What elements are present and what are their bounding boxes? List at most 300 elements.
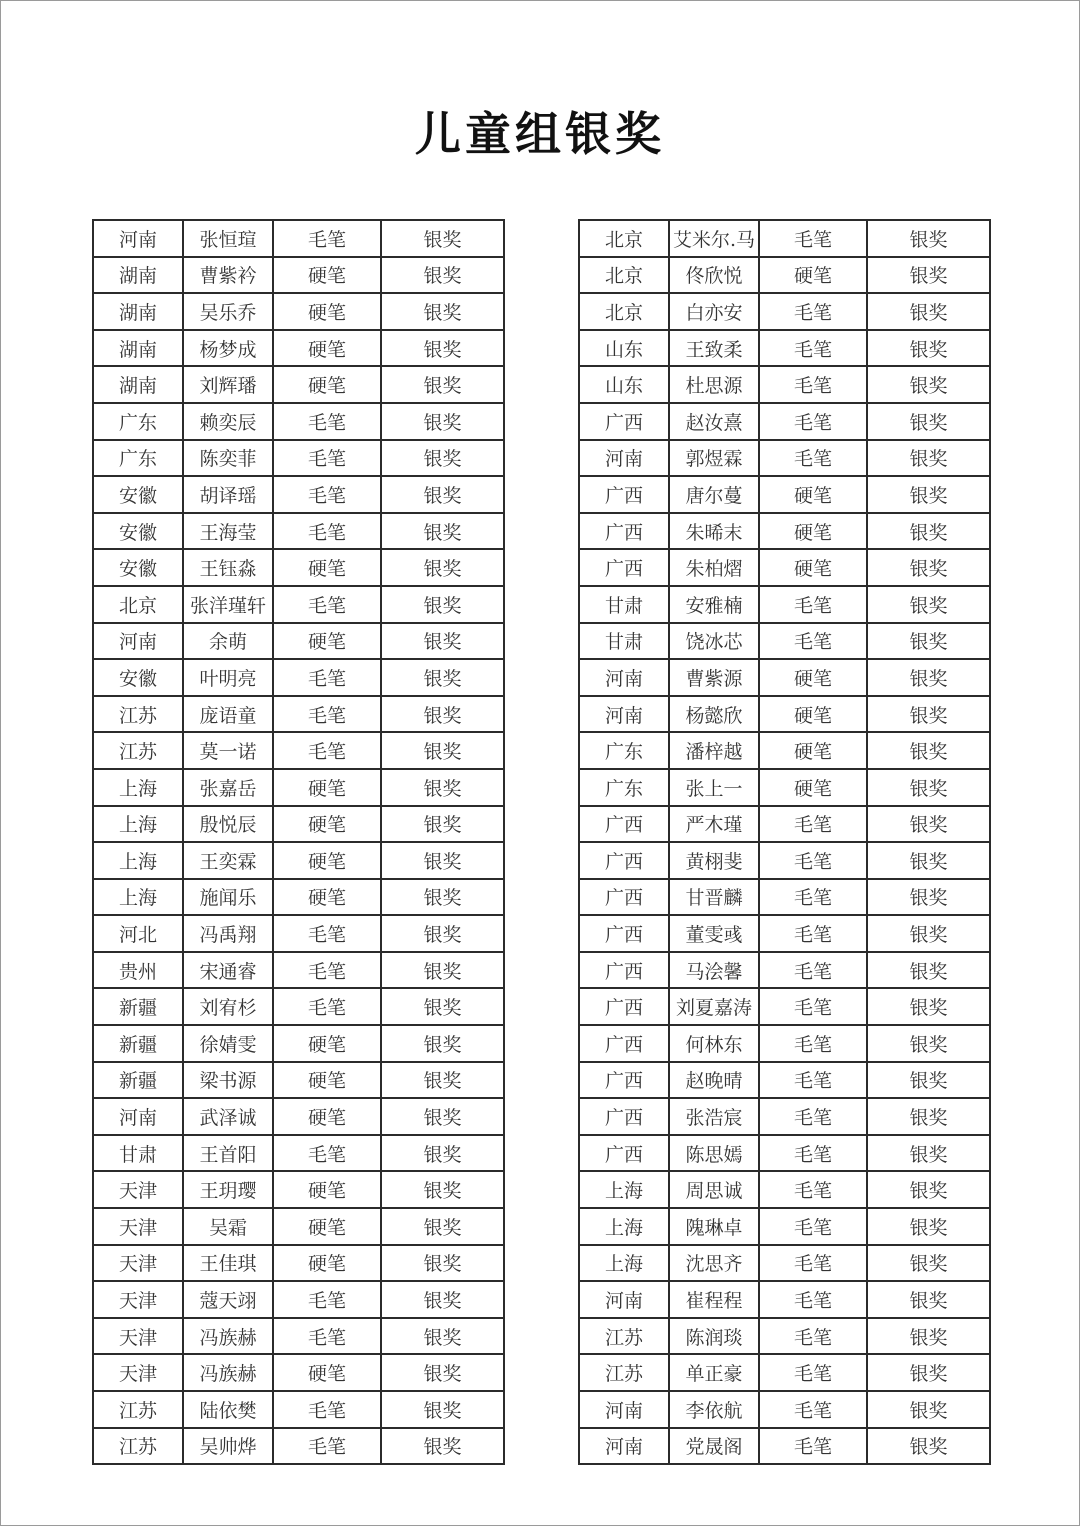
name-cell: 陈奕菲 <box>183 440 273 477</box>
table-row <box>579 257 990 294</box>
category-cell: 毛笔 <box>759 366 867 403</box>
award-cell: 银奖 <box>381 513 504 550</box>
table-row <box>93 220 504 257</box>
table-row <box>579 1281 990 1318</box>
name-cell: 饶冰芯 <box>669 623 759 660</box>
name-cell: 杜思源 <box>669 366 759 403</box>
table-row <box>579 220 990 257</box>
award-cell: 银奖 <box>381 1428 504 1465</box>
award-cell: 银奖 <box>381 1025 504 1062</box>
name-cell: 李依航 <box>669 1391 759 1428</box>
province-cell: 山东 <box>579 330 669 367</box>
table-row <box>93 1135 504 1172</box>
province-cell: 河南 <box>93 623 183 660</box>
name-cell: 余萌 <box>183 623 273 660</box>
name-cell: 潘梓越 <box>669 732 759 769</box>
table-row <box>93 1098 504 1135</box>
province-cell: 广西 <box>579 549 669 586</box>
category-cell: 毛笔 <box>759 330 867 367</box>
table-row <box>579 952 990 989</box>
table-row <box>93 769 504 806</box>
category-cell: 毛笔 <box>759 220 867 257</box>
name-cell: 吴帅烨 <box>183 1428 273 1465</box>
category-cell: 毛笔 <box>759 806 867 843</box>
name-cell: 宋通睿 <box>183 952 273 989</box>
name-cell: 党晟阁 <box>669 1428 759 1465</box>
table-row <box>93 806 504 843</box>
table-row <box>579 513 990 550</box>
category-cell: 硬笔 <box>273 1062 381 1099</box>
province-cell: 河南 <box>579 659 669 696</box>
name-cell: 董雯彧 <box>669 915 759 952</box>
name-cell: 陆依樊 <box>183 1391 273 1428</box>
award-cell: 银奖 <box>867 806 990 843</box>
province-cell: 上海 <box>579 1208 669 1245</box>
name-cell: 王奕霖 <box>183 842 273 879</box>
name-cell: 单正豪 <box>669 1354 759 1391</box>
name-cell: 梁书源 <box>183 1062 273 1099</box>
table-row <box>579 1135 990 1172</box>
category-cell: 毛笔 <box>273 1135 381 1172</box>
name-cell: 王首阳 <box>183 1135 273 1172</box>
table-row <box>93 1245 504 1282</box>
name-cell: 隗琳卓 <box>669 1208 759 1245</box>
table-row <box>93 915 504 952</box>
province-cell: 广西 <box>579 1098 669 1135</box>
province-cell: 上海 <box>579 1171 669 1208</box>
province-cell: 江苏 <box>579 1354 669 1391</box>
province-cell: 上海 <box>93 842 183 879</box>
table-row <box>579 1428 990 1465</box>
award-cell: 银奖 <box>381 842 504 879</box>
name-cell: 施闻乐 <box>183 879 273 916</box>
category-cell: 毛笔 <box>759 915 867 952</box>
category-cell: 硬笔 <box>759 257 867 294</box>
award-cell: 银奖 <box>867 1098 990 1135</box>
award-cell: 银奖 <box>381 1391 504 1428</box>
award-cell: 银奖 <box>867 293 990 330</box>
category-cell: 硬笔 <box>273 257 381 294</box>
province-cell: 广西 <box>579 476 669 513</box>
award-cell: 银奖 <box>867 1135 990 1172</box>
province-cell: 上海 <box>579 1245 669 1282</box>
category-cell: 硬笔 <box>273 1245 381 1282</box>
province-cell: 广西 <box>579 1025 669 1062</box>
name-cell: 莫一诺 <box>183 732 273 769</box>
award-cell: 银奖 <box>867 915 990 952</box>
award-cell: 银奖 <box>867 549 990 586</box>
award-table-left <box>92 219 505 1465</box>
name-cell: 黄栩斐 <box>669 842 759 879</box>
award-cell: 银奖 <box>867 659 990 696</box>
award-cell: 银奖 <box>381 476 504 513</box>
province-cell: 广东 <box>93 403 183 440</box>
table-row <box>93 476 504 513</box>
category-cell: 毛笔 <box>759 403 867 440</box>
province-cell: 广西 <box>579 915 669 952</box>
province-cell: 江苏 <box>579 1318 669 1355</box>
award-cell: 银奖 <box>867 330 990 367</box>
table-row <box>93 403 504 440</box>
table-row <box>579 915 990 952</box>
province-cell: 甘肃 <box>579 623 669 660</box>
award-cell: 银奖 <box>381 952 504 989</box>
category-cell: 毛笔 <box>273 476 381 513</box>
table-row <box>579 1354 990 1391</box>
province-cell: 河南 <box>93 220 183 257</box>
table-row <box>93 1208 504 1245</box>
award-cell: 银奖 <box>381 330 504 367</box>
award-cell: 银奖 <box>381 1318 504 1355</box>
award-cell: 银奖 <box>867 476 990 513</box>
category-cell: 硬笔 <box>759 696 867 733</box>
province-cell: 北京 <box>579 293 669 330</box>
table-row <box>93 1025 504 1062</box>
name-cell: 王玥璎 <box>183 1171 273 1208</box>
category-cell: 毛笔 <box>759 440 867 477</box>
name-cell: 胡译瑶 <box>183 476 273 513</box>
table-row <box>93 1318 504 1355</box>
table-row <box>579 293 990 330</box>
award-cell: 银奖 <box>867 842 990 879</box>
province-cell: 天津 <box>93 1245 183 1282</box>
award-cell: 银奖 <box>381 1208 504 1245</box>
name-cell: 冯族赫 <box>183 1354 273 1391</box>
table-row <box>93 659 504 696</box>
award-cell: 银奖 <box>867 1245 990 1282</box>
name-cell: 刘宥杉 <box>183 988 273 1025</box>
category-cell: 硬笔 <box>273 330 381 367</box>
table-row <box>579 1318 990 1355</box>
province-cell: 河南 <box>579 1428 669 1465</box>
category-cell: 硬笔 <box>273 1171 381 1208</box>
category-cell: 毛笔 <box>759 293 867 330</box>
award-cell: 银奖 <box>867 1171 990 1208</box>
category-cell: 硬笔 <box>759 513 867 550</box>
category-cell: 毛笔 <box>759 879 867 916</box>
table-row <box>93 1281 504 1318</box>
category-cell: 硬笔 <box>759 732 867 769</box>
province-cell: 安徽 <box>93 476 183 513</box>
name-cell: 曹紫衿 <box>183 257 273 294</box>
name-cell: 佟欣悦 <box>669 257 759 294</box>
province-cell: 江苏 <box>93 696 183 733</box>
category-cell: 毛笔 <box>759 1025 867 1062</box>
table-row <box>93 1171 504 1208</box>
table-row <box>579 1098 990 1135</box>
table-row <box>579 623 990 660</box>
name-cell: 何林东 <box>669 1025 759 1062</box>
province-cell: 天津 <box>93 1208 183 1245</box>
province-cell: 湖南 <box>93 366 183 403</box>
table-row <box>579 330 990 367</box>
name-cell: 杨懿欣 <box>669 696 759 733</box>
name-cell: 赵晚晴 <box>669 1062 759 1099</box>
table-row <box>579 366 990 403</box>
category-cell: 毛笔 <box>273 1428 381 1465</box>
category-cell: 硬笔 <box>273 1025 381 1062</box>
category-cell: 硬笔 <box>759 549 867 586</box>
province-cell: 上海 <box>93 879 183 916</box>
award-cell: 银奖 <box>381 403 504 440</box>
name-cell: 吴霜 <box>183 1208 273 1245</box>
province-cell: 河北 <box>93 915 183 952</box>
table-row <box>93 732 504 769</box>
name-cell: 殷悦辰 <box>183 806 273 843</box>
category-cell: 毛笔 <box>759 1171 867 1208</box>
award-cell: 银奖 <box>867 1025 990 1062</box>
award-cell: 银奖 <box>381 732 504 769</box>
category-cell: 毛笔 <box>759 623 867 660</box>
name-cell: 刘夏嘉涛 <box>669 988 759 1025</box>
table-row <box>579 476 990 513</box>
category-cell: 毛笔 <box>273 696 381 733</box>
name-cell: 周思诚 <box>669 1171 759 1208</box>
province-cell: 上海 <box>93 769 183 806</box>
province-cell: 山东 <box>579 366 669 403</box>
award-cell: 银奖 <box>381 366 504 403</box>
province-cell: 北京 <box>579 257 669 294</box>
award-cell: 银奖 <box>867 623 990 660</box>
name-cell: 陈润琰 <box>669 1318 759 1355</box>
name-cell: 叶明亮 <box>183 659 273 696</box>
award-cell: 银奖 <box>867 1281 990 1318</box>
award-cell: 银奖 <box>381 1281 504 1318</box>
category-cell: 毛笔 <box>759 1062 867 1099</box>
name-cell: 王钰淼 <box>183 549 273 586</box>
category-cell: 毛笔 <box>759 586 867 623</box>
award-cell: 银奖 <box>381 1135 504 1172</box>
award-cell: 银奖 <box>381 220 504 257</box>
name-cell: 朱晞末 <box>669 513 759 550</box>
award-cell: 银奖 <box>381 1245 504 1282</box>
award-cell: 银奖 <box>381 586 504 623</box>
province-cell: 河南 <box>579 440 669 477</box>
category-cell: 毛笔 <box>273 915 381 952</box>
table-row <box>579 586 990 623</box>
name-cell: 张嘉岳 <box>183 769 273 806</box>
province-cell: 广西 <box>579 403 669 440</box>
table-row <box>579 1171 990 1208</box>
category-cell: 毛笔 <box>273 440 381 477</box>
name-cell: 朱柏熠 <box>669 549 759 586</box>
province-cell: 广西 <box>579 1062 669 1099</box>
award-cell: 银奖 <box>381 988 504 1025</box>
name-cell: 冯族赫 <box>183 1318 273 1355</box>
province-cell: 安徽 <box>93 659 183 696</box>
table-row <box>579 659 990 696</box>
award-cell: 银奖 <box>867 586 990 623</box>
award-cell: 银奖 <box>867 1428 990 1465</box>
province-cell: 新疆 <box>93 988 183 1025</box>
name-cell: 严木瑾 <box>669 806 759 843</box>
category-cell: 毛笔 <box>759 1428 867 1465</box>
award-cell: 银奖 <box>381 806 504 843</box>
table-row <box>579 769 990 806</box>
name-cell: 赵汝熹 <box>669 403 759 440</box>
table-row <box>93 988 504 1025</box>
name-cell: 白亦安 <box>669 293 759 330</box>
province-cell: 天津 <box>93 1281 183 1318</box>
table-row <box>93 366 504 403</box>
award-cell: 银奖 <box>381 257 504 294</box>
table-row <box>93 879 504 916</box>
table-row <box>93 1062 504 1099</box>
name-cell: 马浍馨 <box>669 952 759 989</box>
table-row <box>93 1354 504 1391</box>
name-cell: 张上一 <box>669 769 759 806</box>
name-cell: 张恒瑄 <box>183 220 273 257</box>
name-cell: 艾米尔.马 <box>669 220 759 257</box>
category-cell: 毛笔 <box>273 1391 381 1428</box>
province-cell: 天津 <box>93 1171 183 1208</box>
province-cell: 江苏 <box>93 1391 183 1428</box>
table-row <box>93 513 504 550</box>
category-cell: 毛笔 <box>759 1391 867 1428</box>
province-cell: 广东 <box>579 732 669 769</box>
province-cell: 湖南 <box>93 293 183 330</box>
province-cell: 广西 <box>579 952 669 989</box>
name-cell: 崔程程 <box>669 1281 759 1318</box>
category-cell: 毛笔 <box>273 732 381 769</box>
award-cell: 银奖 <box>867 988 990 1025</box>
table-row <box>93 549 504 586</box>
table-row <box>93 842 504 879</box>
province-cell: 河南 <box>579 1281 669 1318</box>
table-row <box>579 1391 990 1428</box>
name-cell: 陈思嫣 <box>669 1135 759 1172</box>
province-cell: 甘肃 <box>579 586 669 623</box>
province-cell: 甘肃 <box>93 1135 183 1172</box>
name-cell: 安雅楠 <box>669 586 759 623</box>
award-cell: 银奖 <box>867 1354 990 1391</box>
province-cell: 河南 <box>579 1391 669 1428</box>
province-cell: 天津 <box>93 1318 183 1355</box>
province-cell: 上海 <box>93 806 183 843</box>
table-row <box>579 1208 990 1245</box>
award-cell: 银奖 <box>867 1318 990 1355</box>
category-cell: 硬笔 <box>273 769 381 806</box>
category-cell: 硬笔 <box>273 366 381 403</box>
category-cell: 硬笔 <box>273 549 381 586</box>
table-row <box>93 330 504 367</box>
name-cell: 王致柔 <box>669 330 759 367</box>
province-cell: 江苏 <box>93 1428 183 1465</box>
category-cell: 毛笔 <box>759 842 867 879</box>
province-cell: 江苏 <box>93 732 183 769</box>
page-title: 儿童组银奖 <box>415 107 665 161</box>
table-row <box>579 988 990 1025</box>
category-cell: 毛笔 <box>759 1245 867 1282</box>
province-cell: 河南 <box>579 696 669 733</box>
table-row <box>93 257 504 294</box>
award-cell: 银奖 <box>381 1098 504 1135</box>
category-cell: 硬笔 <box>273 1208 381 1245</box>
category-cell: 毛笔 <box>273 988 381 1025</box>
award-cell: 银奖 <box>381 440 504 477</box>
award-cell: 银奖 <box>381 915 504 952</box>
table-row <box>93 696 504 733</box>
category-cell: 毛笔 <box>759 1135 867 1172</box>
province-cell: 广西 <box>579 513 669 550</box>
category-cell: 硬笔 <box>273 842 381 879</box>
award-cell: 银奖 <box>381 1171 504 1208</box>
award-cell: 银奖 <box>381 549 504 586</box>
province-cell: 新疆 <box>93 1062 183 1099</box>
name-cell: 刘辉璠 <box>183 366 273 403</box>
table-row <box>579 696 990 733</box>
category-cell: 毛笔 <box>273 659 381 696</box>
name-cell: 王海莹 <box>183 513 273 550</box>
province-cell: 广西 <box>579 879 669 916</box>
province-cell: 北京 <box>579 220 669 257</box>
table-row <box>93 293 504 330</box>
award-cell: 银奖 <box>867 403 990 440</box>
table-row <box>579 549 990 586</box>
name-cell: 赖奕辰 <box>183 403 273 440</box>
province-cell: 湖南 <box>93 330 183 367</box>
award-cell: 银奖 <box>867 1391 990 1428</box>
table-row <box>579 440 990 477</box>
award-cell: 银奖 <box>381 769 504 806</box>
award-cell: 银奖 <box>867 366 990 403</box>
award-cell: 银奖 <box>867 513 990 550</box>
award-cell: 银奖 <box>867 1062 990 1099</box>
category-cell: 毛笔 <box>759 1318 867 1355</box>
province-cell: 广东 <box>579 769 669 806</box>
table-row <box>93 1428 504 1465</box>
category-cell: 硬笔 <box>273 1354 381 1391</box>
award-cell: 银奖 <box>381 1062 504 1099</box>
table-row <box>579 842 990 879</box>
category-cell: 硬笔 <box>273 879 381 916</box>
table-row <box>93 1391 504 1428</box>
table-row <box>579 732 990 769</box>
name-cell: 张浩宸 <box>669 1098 759 1135</box>
category-cell: 毛笔 <box>759 952 867 989</box>
province-cell: 河南 <box>93 1098 183 1135</box>
province-cell: 天津 <box>93 1354 183 1391</box>
award-cell: 银奖 <box>381 1354 504 1391</box>
table-row <box>93 623 504 660</box>
category-cell: 毛笔 <box>759 1354 867 1391</box>
award-cell: 银奖 <box>381 623 504 660</box>
category-cell: 毛笔 <box>759 1098 867 1135</box>
name-cell: 冯禹翔 <box>183 915 273 952</box>
table-row <box>579 879 990 916</box>
category-cell: 硬笔 <box>273 623 381 660</box>
name-cell: 吴乐乔 <box>183 293 273 330</box>
table-row <box>93 586 504 623</box>
name-cell: 甘晋麟 <box>669 879 759 916</box>
category-cell: 硬笔 <box>759 476 867 513</box>
award-cell: 银奖 <box>867 879 990 916</box>
name-cell: 王佳琪 <box>183 1245 273 1282</box>
award-cell: 银奖 <box>381 659 504 696</box>
province-cell: 安徽 <box>93 549 183 586</box>
award-cell: 银奖 <box>867 220 990 257</box>
category-cell: 毛笔 <box>273 952 381 989</box>
name-cell: 徐婧雯 <box>183 1025 273 1062</box>
name-cell: 张洋瑾轩 <box>183 586 273 623</box>
category-cell: 硬笔 <box>273 1098 381 1135</box>
category-cell: 毛笔 <box>273 1281 381 1318</box>
table-row <box>579 1025 990 1062</box>
table-row <box>579 1062 990 1099</box>
province-cell: 湖南 <box>93 257 183 294</box>
table-row <box>579 806 990 843</box>
province-cell: 北京 <box>93 586 183 623</box>
